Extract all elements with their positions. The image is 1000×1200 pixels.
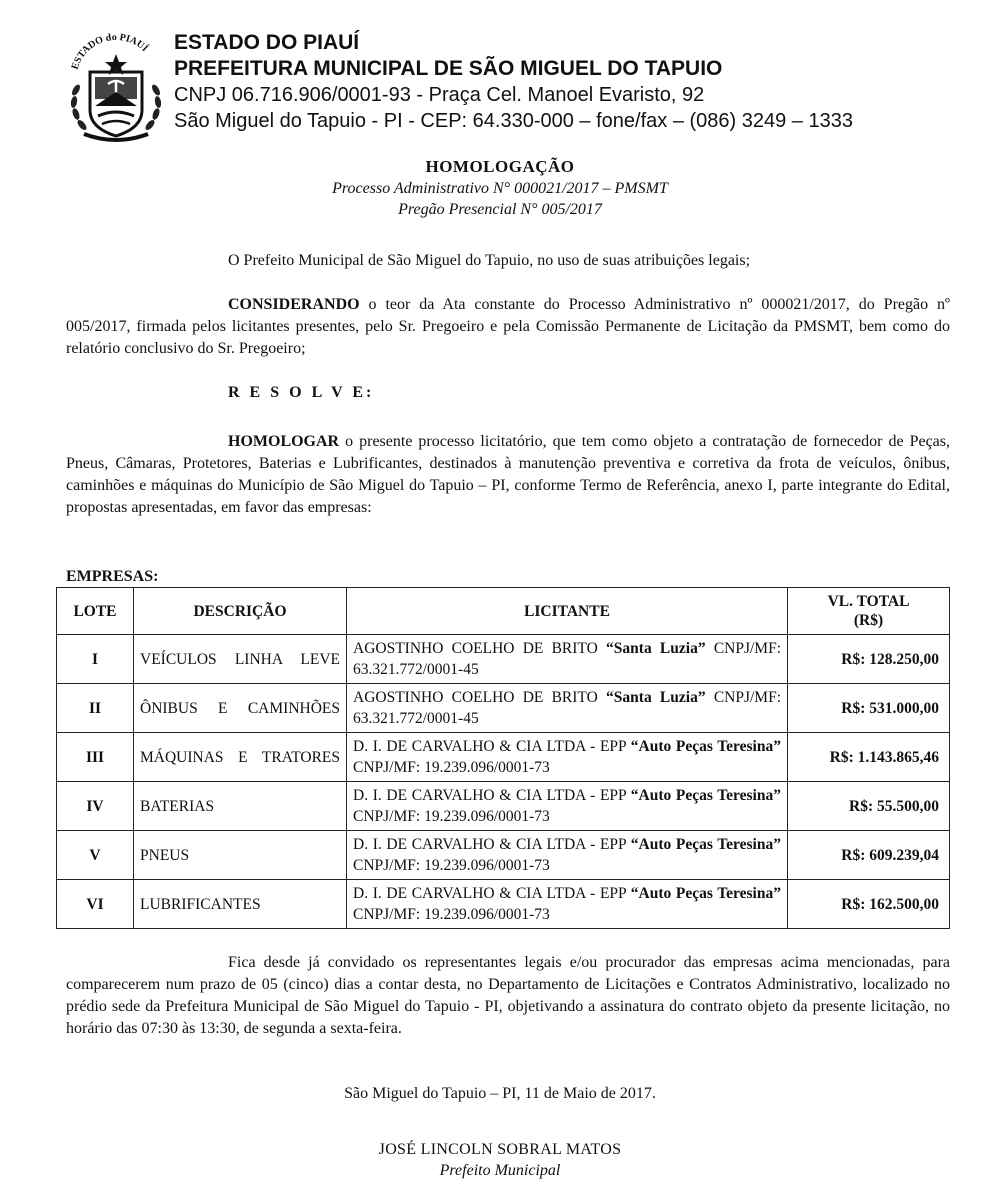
seal-inscription: ESTADO do PIAUÍ	[69, 31, 150, 72]
closing-paragraph	[66, 952, 950, 1040]
state-name: ESTADO DO PIAUÍ	[174, 31, 360, 54]
intro-paragraph	[66, 250, 950, 272]
licitante-cnpj: CNPJ/MF: 19.239.096/0001-73	[353, 857, 550, 874]
licitante-cnpj: CNPJ/MF: 19.239.096/0001-73	[353, 906, 550, 923]
intro-text: O Prefeito Municipal de São Miguel do Tapuio, no uso de suas atribuições legais;	[228, 252, 751, 269]
licitante-cell	[347, 733, 788, 782]
table-header-row	[57, 588, 950, 635]
lote-cell: I	[57, 635, 134, 684]
lote-cell: VI	[57, 880, 134, 929]
resolve-heading: R E S O L V E:	[228, 384, 375, 401]
table-row	[57, 684, 950, 733]
licitante-trade: “Auto Peças Teresina”	[630, 738, 781, 755]
pregao-number: Pregão Presencial N° 005/2017	[398, 201, 602, 218]
licitante-name: D. I. DE CARVALHO & CIA LTDA - EPP	[353, 787, 627, 804]
document-title-block	[0, 156, 1000, 220]
total-cell: R$: 162.500,00	[788, 880, 950, 929]
total-cell: R$: 55.500,00	[788, 782, 950, 831]
descricao-cell: LUBRIFICANTES	[134, 880, 347, 929]
lote-cell: IV	[57, 782, 134, 831]
coat-of-arms-seal	[62, 28, 170, 146]
header-licitante: LICITANTE	[347, 588, 788, 635]
licitante-trade: “Santa Luzia”	[606, 689, 706, 706]
table-row	[57, 831, 950, 880]
descricao-cell: VEÍCULOS LINHA LEVE	[134, 635, 347, 684]
total-cell: R$: 1.143.865,46	[788, 733, 950, 782]
total-cell: R$: 128.250,00	[788, 635, 950, 684]
licitante-cnpj: CNPJ/MF: 19.239.096/0001-73	[353, 759, 550, 776]
total-cell: R$: 531.000,00	[788, 684, 950, 733]
licitante-trade: “Auto Peças Teresina”	[630, 836, 781, 853]
considerando-text: o teor da Ata constante do Processo Administrativo nº 000021/2017, do Pregão nº 005/2017, firmada pelos licitantes presentes, pelo Sr. Pregoeiro e pela Comissão Permanente de Licitação da PMSMT, bem como do relatório conclusivo do Sr. Pregoeiro;	[66, 296, 950, 357]
city-contact: São Miguel do Tapuio - PI - CEP: 64.330-000 – fone/fax – (086) 3249 – 1333	[174, 110, 853, 132]
empresas-label: EMPRESAS:	[66, 568, 159, 585]
licitante-cnpj: CNPJ/MF: 19.239.096/0001-73	[353, 808, 550, 825]
licitante-name: AGOSTINHO COELHO DE BRITO	[353, 640, 598, 657]
homologar-paragraph	[66, 431, 950, 519]
letterhead	[62, 28, 962, 146]
header-total-unit: (R$)	[853, 612, 884, 629]
signatory-name: JOSÉ LINCOLN SOBRAL MATOS	[378, 1141, 622, 1158]
document-title: HOMOLOGAÇÃO	[425, 157, 575, 176]
licitante-cell	[347, 782, 788, 831]
licitante-trade: “Auto Peças Teresina”	[630, 885, 781, 902]
date-line: São Miguel do Tapuio – PI, 11 de Maio de 2017.	[344, 1085, 656, 1102]
descricao-cell: MÁQUINAS E TRATORES	[134, 733, 347, 782]
signature-block	[0, 1139, 1000, 1181]
table-row	[57, 733, 950, 782]
lote-cell: V	[57, 831, 134, 880]
licitante-cell	[347, 831, 788, 880]
closing-text: Fica desde já convidado os representantes legais e/ou procurador das empresas acima mencionadas, para comparecerem num prazo de 05 (cinco) dias a contar desta, no Departamento de Licitações e Contratos Administrativo, localizado no prédio sede da Prefeitura Municipal de São Miguel do Tapuio - PI, objetivando a assinatura do contrato objeto da presente licitação, no horário das 07:30 às 13:30, de segunda a sexta-feira.	[66, 954, 950, 1037]
header-total	[788, 588, 950, 635]
licitante-name: D. I. DE CARVALHO & CIA LTDA - EPP	[353, 738, 627, 755]
licitante-cnpj: CNPJ/MF: 63.321.772/0001-45	[353, 640, 782, 678]
licitante-name: D. I. DE CARVALHO & CIA LTDA - EPP	[353, 885, 627, 902]
considerando-lead: CONSIDERANDO	[228, 296, 360, 313]
licitante-name: D. I. DE CARVALHO & CIA LTDA - EPP	[353, 836, 627, 853]
prefecture-name: PREFEITURA MUNICIPAL DE SÃO MIGUEL DO TAPUIO	[174, 57, 723, 80]
licitante-trade: “Santa Luzia”	[606, 640, 706, 657]
considerando-paragraph	[66, 294, 950, 360]
licitante-name: AGOSTINHO COELHO DE BRITO	[353, 689, 598, 706]
lote-cell: II	[57, 684, 134, 733]
cnpj-address: CNPJ 06.716.906/0001-93 - Praça Cel. Manoel Evaristo, 92	[174, 84, 705, 106]
total-cell: R$: 609.239,04	[788, 831, 950, 880]
licitante-trade: “Auto Peças Teresina”	[630, 787, 781, 804]
process-number: Processo Administrativo N° 000021/2017 – PMSMT	[332, 180, 668, 197]
descricao-cell: PNEUS	[134, 831, 347, 880]
signatory-role: Prefeito Municipal	[439, 1162, 561, 1179]
header-total-label: VL. TOTAL	[827, 593, 910, 610]
homologar-lead: HOMOLOGAR	[228, 433, 340, 450]
header-lote: LOTE	[57, 588, 134, 635]
licitante-cell	[347, 684, 788, 733]
licitante-cell	[347, 635, 788, 684]
header-descricao: DESCRIÇÃO	[134, 588, 347, 635]
licitante-cnpj: CNPJ/MF: 63.321.772/0001-45	[353, 689, 782, 727]
lote-cell: III	[57, 733, 134, 782]
licitante-cell	[347, 880, 788, 929]
lotes-table	[56, 587, 950, 929]
table-row	[57, 782, 950, 831]
homologar-text: o presente processo licitatório, que tem como objeto a contratação de fornecedor de Peças, Pneus, Câmaras, Protetores, Baterias e Lubrificantes, destinados à manutenção preventiva e corretiva da frota de veículos, ônibus, caminhões e máquinas do Município de São Miguel do Tapuio – PI, conforme Termo de Referência, anexo I, parte integrante do Edital, propostas apresentadas, em favor das empresas:	[66, 433, 950, 516]
descricao-cell: BATERIAS	[134, 782, 347, 831]
table-row	[57, 635, 950, 684]
descricao-cell: ÔNIBUS E CAMINHÕES	[134, 684, 347, 733]
table-row	[57, 880, 950, 929]
